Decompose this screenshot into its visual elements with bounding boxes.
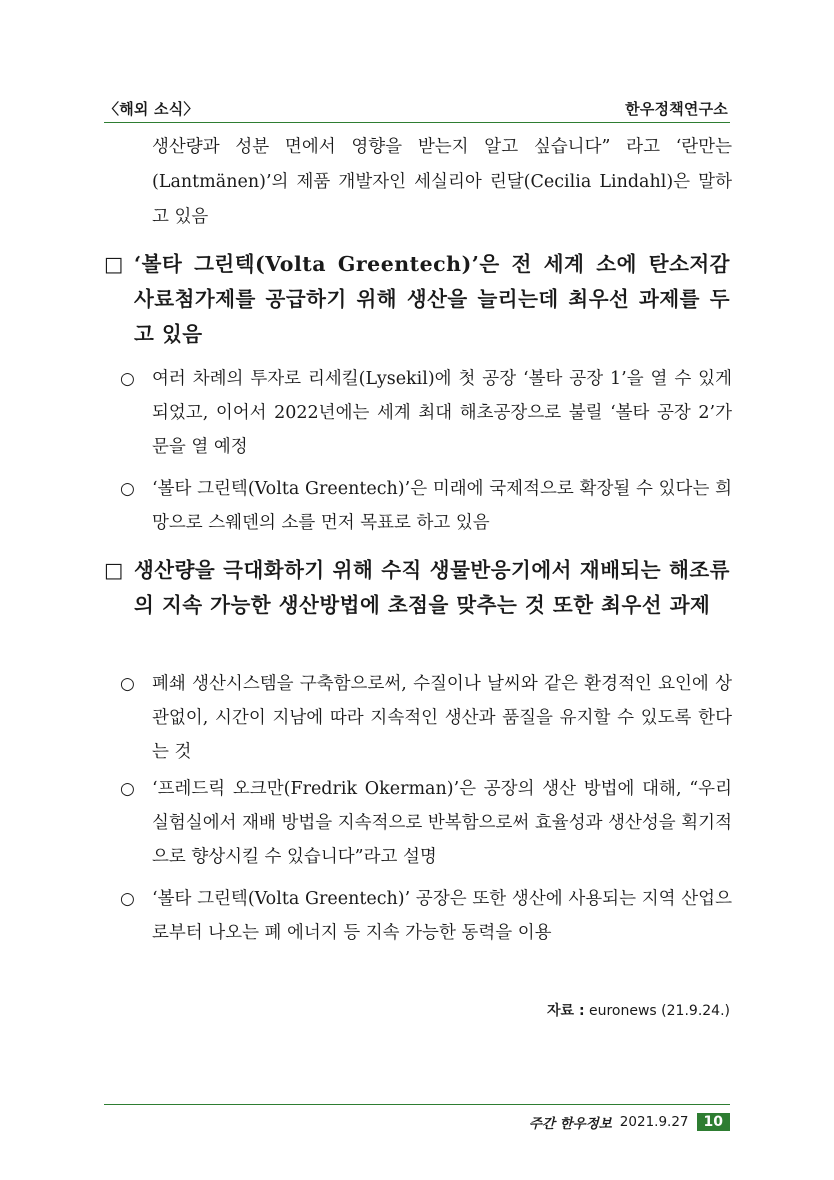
sub-point-text: ‘프레드릭 오크만(Fredrik Okerman)’은 공장의 생산 방법에 대해, “우리 실험실에서 재배 방법을 지속적으로 반복함으로써 효율성과 생산성을 획기적으로 향상시킬 수 있습니다”라고 설명 xyxy=(152,779,732,867)
sub-point-text: ‘볼타 그린텍(Volta Greentech)’은 미래에 국제적으로 확장될 수 있다는 희망으로 스웨덴의 소를 먼저 목표로 하고 있음 xyxy=(152,479,732,533)
sub-point-1-1 xyxy=(120,362,732,464)
main-point-2 xyxy=(104,553,730,623)
sub-point-2-3 xyxy=(120,882,732,950)
publication-date: 2021.9.27 xyxy=(619,1114,689,1130)
sub-point-text: 폐쇄 생산시스템을 구축함으로써, 수질이나 날씨와 같은 환경적인 요인에 상관없이, 시간이 지남에 따라 지속적인 생산과 품질을 유지할 수 있도록 한다는 것 xyxy=(152,674,732,762)
checkbox-marker-icon: □ xyxy=(104,558,124,582)
circle-bullet-icon: ○ xyxy=(120,479,135,499)
circle-bullet-icon: ○ xyxy=(120,369,135,389)
main-point-text: 생산량을 극대화하기 위해 수직 생물반응기에서 재배되는 해조류의 지속 가능한 생산방법에 초점을 맞추는 것 또한 최우선 과제 xyxy=(134,558,730,617)
source-value: euronews (21.9.24.) xyxy=(589,1003,730,1019)
main-point-text: ‘볼타 그린텍(Volta Greentech)’은 전 세계 소에 탄소저감 사료첨가제를 공급하기 위해 생산을 늘리는데 최우선 과제를 두고 있음 xyxy=(134,252,730,346)
intro-paragraph: 생산량과 성분 면에서 영향을 받는지 알고 싶습니다” 라고 ‘란만는(Lantmänen)’의 제품 개발자인 세실리아 린달(Cecilia Lindahl)은 말하고 있음 xyxy=(152,137,732,227)
publication-name: 주간 한우정보 xyxy=(528,1116,612,1132)
section-label: 〈해외 소식〉 xyxy=(104,100,199,118)
page-number: 10 xyxy=(697,1113,730,1131)
sub-point-text: ‘볼타 그린텍(Volta Greentech)’ 공장은 또한 생산에 사용되는 지역 산업으로부터 나오는 폐 에너지 등 지속 가능한 동력을 이용 xyxy=(152,889,732,943)
sub-point-text: 여러 차례의 투자로 리세킬(Lysekil)에 첫 공장 ‘볼타 공장 1’을 열 수 있게 되었고, 이어서 2022년에는 세계 최대 해초공장으로 불릴 ‘볼타 공장 2’가 문을 열 예정 xyxy=(152,369,732,457)
main-point-1 xyxy=(104,247,730,352)
source-citation xyxy=(547,1000,730,1020)
sub-point-2-1 xyxy=(120,667,732,769)
circle-bullet-icon: ○ xyxy=(120,779,135,799)
footer-divider xyxy=(104,1104,730,1105)
source-label: 자료 : xyxy=(547,1003,585,1019)
page-footer xyxy=(529,1112,730,1132)
circle-bullet-icon: ○ xyxy=(120,674,135,694)
sub-point-2-2 xyxy=(120,772,732,874)
circle-bullet-icon: ○ xyxy=(120,889,135,909)
organization-name: 한우정책연구소 xyxy=(625,100,728,118)
sub-point-1-2 xyxy=(120,472,732,540)
header-divider xyxy=(104,122,730,123)
checkbox-marker-icon: □ xyxy=(104,252,124,276)
